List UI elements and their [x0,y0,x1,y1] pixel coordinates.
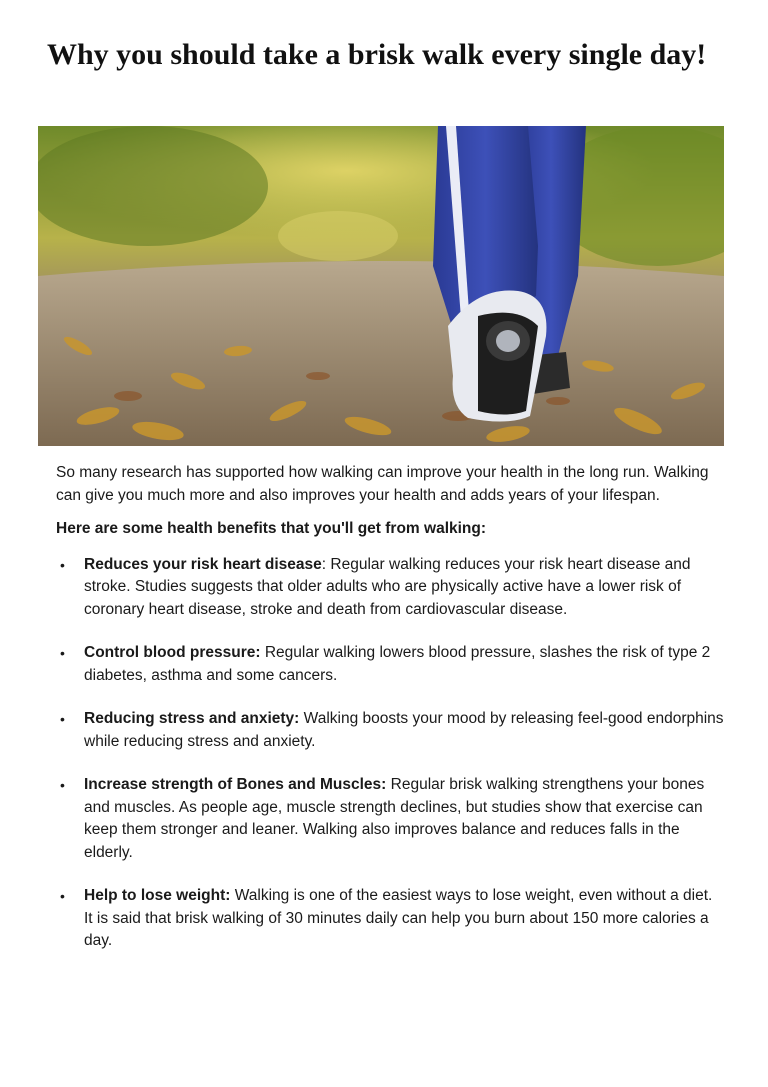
benefit-title: Reduces your risk heart disease [84,555,322,573]
list-item [56,708,724,753]
benefits-list [56,554,724,953]
bullet-icon: • [60,711,65,727]
benefit-title: Help to lose weight: [84,887,231,904]
benefit-title: Control blood pressure: [84,644,261,661]
page-title: Why you should take a brisk walk every single day! [47,38,707,71]
list-item [56,774,724,864]
benefit-text: : Regular walking reduces your risk heart disease and stroke. Studies suggests that older adults who are physically active have a lower risk of coronary heart disease, stroke and death from cardiovascular disease. [84,555,691,618]
benefit-text: Regular brisk walking strengthens your bones and muscles. As people age, muscle strength declines, but studies show that exercise can keep them stronger and leaner. Walking also improves balance and reduces falls in the elderly. [84,776,705,861]
bullet-icon: • [60,777,65,793]
benefit-text: Walking is one of the easiest ways to lose weight, even without a diet. It is said that brisk walking of 30 minutes daily can help you burn about 150 more calories a day. [84,887,713,949]
list-item [56,554,724,622]
benefit-title: Increase strength of Bones and Muscles: [84,776,387,793]
article-body [56,462,724,974]
bullet-icon: • [60,556,65,573]
benefits-heading: Here are some health benefits that you'll get from walking: [56,520,487,537]
benefit-text: Regular walking lowers blood pressure, slashes the risk of type 2 diabetes, asthma and some cancers. [84,644,711,684]
list-item [56,885,724,953]
intro-paragraph: So many research has supported how walking can improve your health in the long run. Walking can give you much more and also improves your health and adds years of your lifespan. [56,464,709,504]
benefit-title: Reducing stress and anxiety: [84,710,300,727]
benefit-text: Walking boosts your mood by releasing feel-good endorphins while reducing stress and anxiety. [84,710,724,750]
hero-image [38,126,724,446]
list-item [56,642,724,687]
bullet-icon: • [60,645,65,661]
bullet-icon: • [60,888,65,904]
